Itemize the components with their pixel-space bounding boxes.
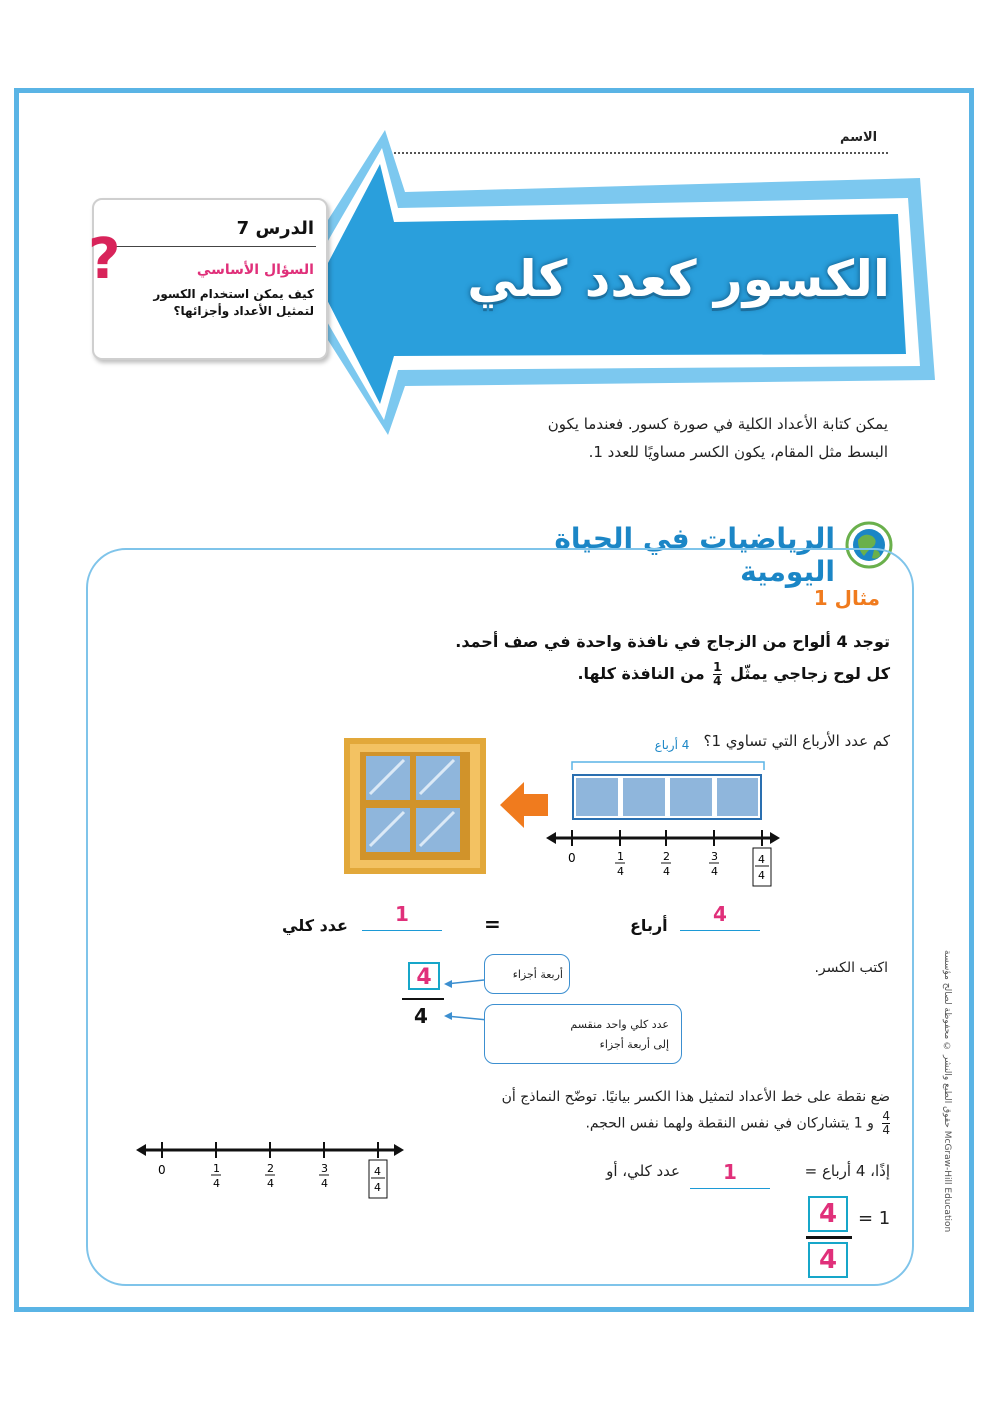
nl2-tick-2-num: 2 xyxy=(267,1162,274,1175)
bar-label: 4 أرباع xyxy=(654,738,690,752)
plot-line-2-text: و 1 يتشاركان في نفس النقطة ولهما نفس الحجم. xyxy=(585,1115,874,1132)
fourths-answer[interactable]: 4 xyxy=(680,902,760,931)
plot-whole-answer[interactable]: 1 xyxy=(690,1160,770,1189)
plot-line-1: ضع نقطة على خط الأعداد لتمثيل هذا الكسر بيانيًا. توضّح النماذج أن xyxy=(501,1089,890,1105)
nl2-tick-4-num: 4 xyxy=(374,1165,381,1178)
nl2-tick-3-num: 3 xyxy=(321,1162,328,1175)
lesson-rule xyxy=(114,246,316,247)
final-denominator-box[interactable]: 4 xyxy=(808,1242,848,1278)
callout-whole-line-1: عدد كلي واحد منقسم xyxy=(570,1018,669,1031)
bar-bracket xyxy=(568,758,768,770)
whole-label: عدد كلي xyxy=(282,916,348,935)
nl2-tick-2-den: 4 xyxy=(267,1177,274,1190)
name-label: الاسم xyxy=(840,130,878,145)
final-equals-one: = 1 xyxy=(858,1208,891,1229)
write-fraction-label: اكتب الكسر. xyxy=(814,960,888,976)
lesson-number: الدرس 7 xyxy=(236,218,314,239)
example-line-2-pre: كل لوح زجاجي يمثّل xyxy=(730,664,890,683)
essential-question-text: كيف يمكن استخدام الكسور لتمثيل الأعداد وأجزائها؟ xyxy=(153,287,314,318)
bar-part-4 xyxy=(717,778,758,816)
svg-text:?: ? xyxy=(88,227,121,290)
nl1-tick-1-den: 4 xyxy=(617,865,624,878)
copyright-side-text: حقوق الطبع والنشر © محفوظة لصالح مؤسسة McGraw-Hill Education xyxy=(942,950,952,1233)
nl1-tick-3-num: 3 xyxy=(711,850,718,863)
callout-whole-divided xyxy=(484,1004,682,1064)
bar-part-3 xyxy=(670,778,712,816)
nl1-tick-2-num: 2 xyxy=(663,850,670,863)
example-line-2 xyxy=(340,658,890,690)
nl1-tick-4-den: 4 xyxy=(758,869,765,882)
nl2-tick-1-den: 4 xyxy=(213,1177,220,1190)
example-label: مثال 1 xyxy=(813,586,880,610)
final-fraction-line xyxy=(806,1236,852,1239)
bar-part-1 xyxy=(576,778,618,816)
nl1-tick-1-num: 1 xyxy=(617,850,624,863)
example-text xyxy=(340,626,890,690)
plot-line-3-pre: إذًا، 4 أرباع = xyxy=(804,1162,890,1180)
question-text: كم عدد الأرباع التي تساوي 1؟ xyxy=(703,732,890,750)
nl2-tick-1-num: 1 xyxy=(213,1162,220,1175)
lesson-card xyxy=(92,198,328,360)
plot-fraction-num: 4 xyxy=(882,1109,890,1123)
question-mark-icon xyxy=(84,226,126,290)
plot-line-2 xyxy=(330,1110,890,1137)
plot-fraction-den: 4 xyxy=(882,1123,890,1137)
intro-line-1: يمكن كتابة الأعداد الكلية في صورة كسور. فعندما يكون xyxy=(547,415,888,433)
fraction-denominator: 4 xyxy=(414,1004,428,1028)
window-image xyxy=(344,738,486,874)
nl1-tick-3-den: 4 xyxy=(711,865,718,878)
section-title: الرياضيات في الحياة اليومية xyxy=(554,522,835,588)
callout-four-parts: أربعة أجزاء xyxy=(484,954,570,994)
whole-answer[interactable]: 1 xyxy=(362,902,442,931)
number-line-2 xyxy=(134,1136,406,1206)
nl1-tick-4-num: 4 xyxy=(758,853,765,866)
example-fraction xyxy=(713,661,721,688)
plot-text xyxy=(330,1084,890,1137)
example-fraction-den: 4 xyxy=(713,674,722,688)
lesson-title: الكسور كعدد كلي xyxy=(467,250,890,308)
intro-text xyxy=(438,410,888,466)
bar-part-2 xyxy=(623,778,665,816)
essential-question-label: السؤال الأساسي xyxy=(196,262,314,278)
fourths-label: أرباع xyxy=(630,916,668,935)
fraction-numerator-box[interactable]: 4 xyxy=(408,962,440,990)
example-line-2-post: من النافذة كلها. xyxy=(577,664,705,683)
nl2-tick-4-den: 4 xyxy=(374,1181,381,1194)
nl2-tick-0: 0 xyxy=(158,1163,166,1177)
number-line-1 xyxy=(544,824,784,894)
nl2-tick-3-den: 4 xyxy=(321,1177,328,1190)
final-numerator-box[interactable]: 4 xyxy=(808,1196,848,1232)
fraction-bar xyxy=(572,774,762,820)
plot-line-3-post: عدد كلي، أو xyxy=(606,1162,680,1180)
intro-line-2: البسط مثل المقام، يكون الكسر مساويًا للعدد 1. xyxy=(588,443,888,461)
example-line-1: توجد 4 ألواح من الزجاج في نافذة واحدة في صف أحمد. xyxy=(455,632,890,651)
callout-whole-line-2: إلى أربعة أجزاء xyxy=(599,1038,669,1051)
plot-fraction xyxy=(882,1110,890,1137)
example-fraction-num: 1 xyxy=(713,660,722,674)
fraction-line xyxy=(402,998,444,1000)
nl1-tick-2-den: 4 xyxy=(663,865,670,878)
equals-sign: = xyxy=(484,912,501,936)
nl1-tick-0: 0 xyxy=(568,851,576,865)
